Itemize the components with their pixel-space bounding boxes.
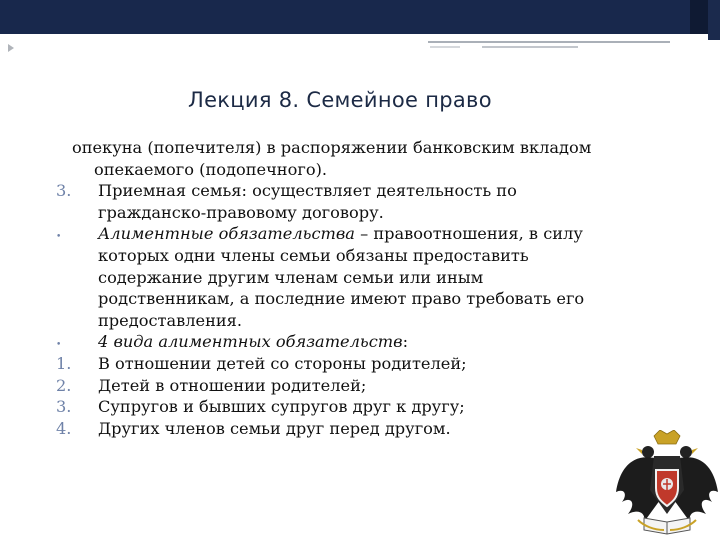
- double-headed-eagle-emblem-icon: [614, 430, 720, 538]
- line-text: Приемная семья: осуществляет деятельность по: [98, 181, 517, 201]
- list-item: [56, 418, 656, 440]
- line-text: родственникам, а последние имеют право требовать его: [98, 289, 585, 309]
- line-text: Детей в отношении родителей;: [98, 375, 367, 395]
- bullet-icon: •: [56, 340, 62, 351]
- decorative-rule-short: [482, 46, 578, 48]
- line-text: :: [402, 332, 409, 352]
- list-number: 2.: [56, 375, 72, 395]
- slide-arrow-icon: [8, 44, 14, 52]
- list-number: 3.: [56, 181, 72, 201]
- header-bar: [0, 0, 720, 34]
- bullet-icon: •: [56, 232, 62, 243]
- slide-title: Лекция 8. Семейное право: [188, 88, 492, 112]
- list-number: 3.: [56, 397, 72, 417]
- line-text: Супругов и бывших супругов друг к другу;: [98, 397, 465, 417]
- slide-body: [56, 137, 656, 439]
- body-line: [56, 310, 656, 332]
- italic-term: 4 вида алиментных обязательств: [98, 332, 403, 352]
- decorative-rule: [428, 41, 670, 43]
- body-line: [56, 267, 656, 289]
- list-item: [56, 375, 656, 397]
- line-text: содержание другим членам семьи или иным: [98, 267, 484, 287]
- line-text: Других членов семьи друг перед другом.: [98, 418, 451, 438]
- line-text: – правоотношения, в силу: [354, 224, 583, 244]
- line-text: опекаемого (подопечного).: [94, 159, 328, 179]
- list-item: [56, 353, 656, 375]
- line-text: гражданско-правовому договору.: [98, 202, 384, 222]
- decorative-rule-tiny: [430, 46, 460, 48]
- body-line: [56, 245, 656, 267]
- body-line: [56, 202, 656, 224]
- line-text: В отношении детей со стороны родителей;: [98, 353, 467, 373]
- bullet-item: [56, 223, 656, 245]
- list-number: 1.: [56, 353, 72, 373]
- list-number: 4.: [56, 418, 72, 438]
- body-line: [56, 288, 656, 310]
- line-text: предоставления.: [98, 310, 243, 330]
- line-text: которых одни члены семьи обязаны предоставить: [98, 245, 529, 265]
- body-line: [56, 159, 656, 181]
- bullet-item: [56, 331, 656, 353]
- body-line: [56, 137, 656, 159]
- list-item: [56, 396, 656, 418]
- italic-term: Алиментные обязательства: [98, 224, 355, 244]
- line-text: опекуна (попечителя) в распоряжении банковским вкладом: [72, 138, 592, 157]
- list-item: [56, 180, 656, 202]
- header-bar-accent-edge: [708, 0, 720, 40]
